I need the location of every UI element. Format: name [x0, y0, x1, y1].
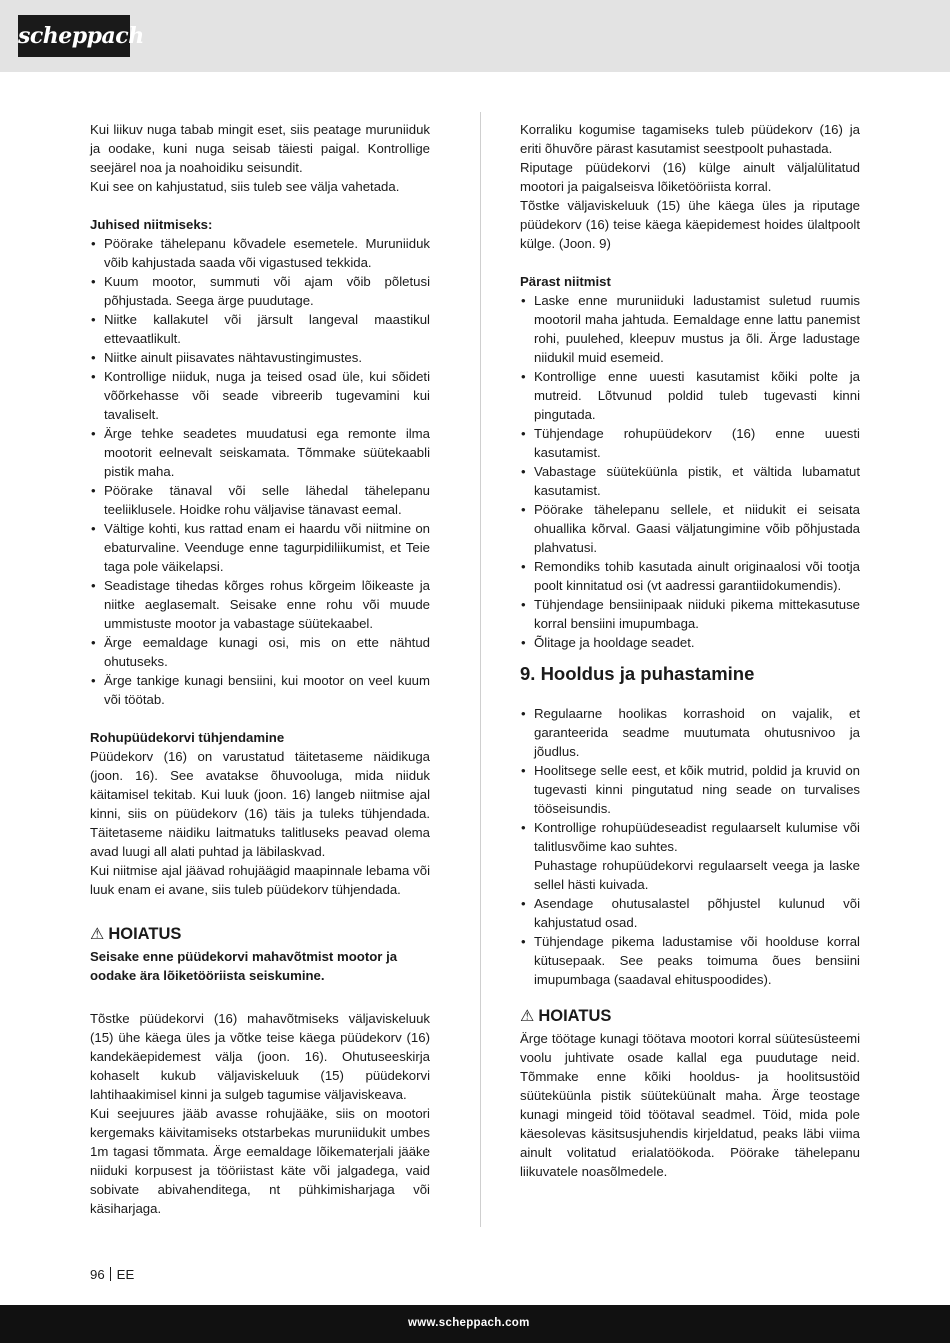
- list-item: • Ärge eemaldage kunagi osi, mis on ette nähtud ohutuseks.: [90, 633, 430, 671]
- list-item: • Regulaarne hoolikas korrashoid on vajalik, et garanteerida seadme muutumata ohutusnivoo ja jõudlus.: [520, 704, 860, 761]
- list-item: • Asendage ohutusalastel põhjustel kulunud või kahjustatud osad.: [520, 894, 860, 932]
- list-item: [520, 818, 860, 894]
- list-item: • Kontrollige enne uuesti kasutamist kõiki polte ja mutreid. Lõtvunud poldid tuleb tugevasti kinni pingutada.: [520, 367, 860, 424]
- list-item: • Laske enne muruniiduki ladustamist suletud ruumis mootoril maha jahtuda. Eemaldage enne lattu panemist rohi, puulehed, kleepuv mustus ja õli. Ärge ladustage niidukil muid esemeid.: [520, 291, 860, 367]
- page-number: 96 EE: [90, 1267, 135, 1282]
- emptying-paragraph: Kui niitmise ajal jäävad rohujäägid maapinnale lebama või luuk enam ei avane, siis tuleb püüdekorv tühjendada.: [90, 863, 430, 897]
- body-paragraph: Tõstke väljaviskeluuk (15) ühe käega üles ja riputage püüdekorv (16) teise käega käepidemest hoides ülaltpoolt külge. (Joon. 9): [520, 198, 860, 251]
- body-paragraph: Tõstke püüdekorvi (16) mahavõtmiseks väljaviskeluuk (15) ühe käega üles ja võtke teise käega püüdekorv (16) kandekäepidemest välja (joon. 16). Ohutuseeskirja kohaselt kukub väljaviskeluuk (15) püüdekorvi lahtihaakimisel kinni ja sulgeb tagumise väljaviskeava.: [90, 1011, 430, 1102]
- warning-text: Seisake enne püüdekorvi mahavõtmist mootor ja oodake ära lõiketööriista seiskumine.: [90, 949, 398, 983]
- list-item: • Kontrollige niiduk, nuga ja teised osad üle, kui sõideti võõrkehasse või seade vibreerib tugevamini kui tavaliselt.: [90, 367, 430, 424]
- body-paragraph: Kui seejuures jääb avasse rohujääke, siis on mootori kergemaks käivitamiseks otstarbekas muruniidukit umbes 1m tagasi tõmmata. Ärge eemaldage lõikematerjali jääke niiduki korpusest ja tööriistast käte või jalgadega, vaid sobivate abivahenditega, nt pühkimisharjaga või käsiharjaga.: [90, 1106, 430, 1216]
- list-item: • Kuum mootor, summuti või ajam võib põletusi põhjustada. Seega ärge puudutage.: [90, 272, 430, 310]
- list-item: • Ärge tehke seadetes muudatusi ega remonte ilma mootorit eelnevalt seiskamata. Tõmmake süütekaabli pistik maha.: [90, 424, 430, 481]
- emptying-heading: Rohupüüdekorvi tühjendamine: [90, 730, 285, 745]
- warning-title: ⚠ HOIATUS: [520, 1007, 612, 1025]
- list-item: • Niitke kallakutel või järsult langeval maastikul ettevaatlikult.: [90, 310, 430, 348]
- list-item: • Õlitage ja hooldage seadet.: [520, 633, 860, 652]
- right-column: [520, 120, 860, 1181]
- section-title: 9. Hooldus ja puhastamine: [520, 663, 755, 684]
- warning-triangle-icon: ⚠: [90, 926, 105, 943]
- warning-title: ⚠ HOIATUS: [90, 925, 182, 943]
- list-item: • Pöörake tähelepanu sellele, et niidukit ei seisata ohuallika kõrval. Gaasi väljatungimine võib põhjustada plahvatusi.: [520, 500, 860, 557]
- scheppach-logo: scheppach: [18, 15, 130, 57]
- intro-paragraph: Kui see on kahjustatud, siis tuleb see välja vahetada.: [90, 179, 400, 194]
- emptying-paragraph: Püüdekorv (16) on varustatud täitetaseme näidikuga (joon. 16). See avatakse õhuvooluga, mida niiduk käitamisel tekitab. Kui luuk (joon. 16) langeb niitmise ajal kinni, siis on püüdekorv (16) täis ja tuleks tühjendada. Täitetaseme näidiku laitmatuks talitluseks peavad olema avad luugi all alati puhtad ja läbilaskvad.: [90, 749, 430, 859]
- list-item-continuation: Puhastage rohupüüdekorvi regulaarselt veega ja laske sellel hästi kuivada.: [534, 858, 860, 892]
- mowing-heading: Juhised niitmiseks:: [90, 217, 213, 232]
- body-paragraph: Riputage püüdekorvi (16) külge ainult väljalülitatud mootori ja paigalseisva lõiketööriista korral.: [520, 160, 860, 194]
- list-item: • Tühjendage rohupüüdekorv (16) enne uuesti kasutamist.: [520, 424, 860, 462]
- website-url: www.scheppach.com: [408, 1317, 530, 1329]
- left-column: [90, 120, 430, 1218]
- intro-paragraph: Kui liikuv nuga tabab mingit eset, siis peatage muruniiduk ja oodake, kuni nuga seisab täiesti paigal. Kontrollige seejärel noa ja noahoidiku seisundit.: [90, 122, 430, 175]
- list-item: • Niitke ainult piisavates nähtavustingimustes.: [90, 348, 430, 367]
- list-item: • Pöörake tähelepanu kõvadele esemetele. Muruniiduk võib kahjustada saada või vigastused tekkida.: [90, 234, 430, 272]
- after-mowing-list: [520, 291, 860, 652]
- warning-text: Ärge töötage kunagi töötava mootori korral süütesüsteemi voolu juhtivate osade kallal ega puudutage neid. Tõmmake enne kõiki hooldus- ja hoolitsustöid süüteküünla pistik süüteküünalt maha. Ärge teostage kunagi mingeid töid töötaval seadmel. Töid, mida pole käesolevas käsitsusjuhendis kirjeldatud, peaks läbi viima ainult volitatud erialatöökoda. Pöörake tähelepanu liikuvatele noasõlmedele.: [520, 1031, 860, 1179]
- warning-triangle-icon: ⚠: [520, 1008, 535, 1025]
- after-mowing-heading: Pärast niitmist: [520, 274, 611, 289]
- list-item: • Seadistage tihedas kõrges rohus kõrgeim lõikeaste ja niitke aeglasemalt. Seisake enne rohu või muude ummistuste mootor ja vabastage süütekaabel.: [90, 576, 430, 633]
- list-item: • Vältige kohti, kus rattad enam ei haardu või niitmine on ebaturvaline. Veenduge enne tagurpidiliikumist, et Teie taga pole väikelapsi.: [90, 519, 430, 576]
- list-item: • Remondiks tohib kasutada ainult originaalosi või tootja poolt kinnitatud osi (vt aadressi garantiidokumendis).: [520, 557, 860, 595]
- page-header: [0, 0, 950, 72]
- language-code: EE: [116, 1267, 135, 1282]
- maintenance-list: [520, 704, 860, 989]
- list-item: • Tühjendage pikema ladustamise või hoolduse korral kütusepaak. See peaks toimuma õues bensiini imupumbaga (saadaval ehituspoodides).: [520, 932, 860, 989]
- list-item: • Hoolitsege selle eest, et kõik mutrid, poldid ja kruvid on tugevasti kinni pingutatud ning seade on turvalises tööseisundis.: [520, 761, 860, 818]
- list-item: • Tühjendage bensiinipaak niiduki pikema mittekasutuse korral bensiini imupumbaga.: [520, 595, 860, 633]
- mowing-list: [90, 234, 430, 709]
- body-paragraph: Korraliku kogumise tagamiseks tuleb püüdekorv (16) ja eriti õhuvõre pärast kasutamist seestpoolt puhastada.: [520, 122, 860, 156]
- list-item: • Pöörake tänaval või selle lähedal tähelepanu teeliiklusele. Hoidke rohu väljavise tänavast eemal.: [90, 481, 430, 519]
- list-item-text: Kontrollige rohupüüdeseadist regulaarselt kulumise või talitlusvõime kao suhtes.: [534, 820, 860, 854]
- list-item: • Ärge tankige kunagi bensiini, kui mootor on veel kuum või töötab.: [90, 671, 430, 709]
- column-divider: [480, 112, 481, 1227]
- list-item: • Vabastage süüteküünla pistik, et vältida lubamatut kasutamist.: [520, 462, 860, 500]
